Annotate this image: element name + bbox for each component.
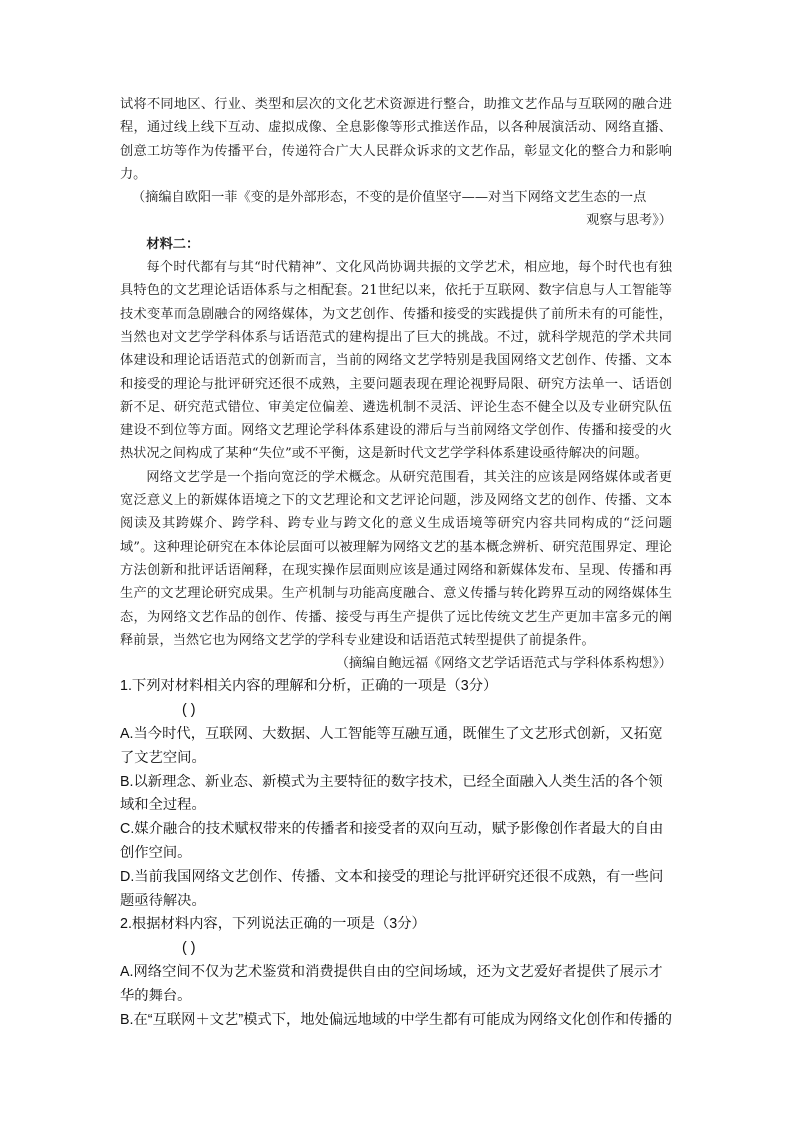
question1-stem: 1.下列对材料相关内容的理解和分析，正确的一项是（3分） xyxy=(120,678,498,695)
material1-source-line2: 观察与思考》） xyxy=(586,213,672,229)
material2-title: 材料二： xyxy=(146,236,200,252)
question1-option-a: A.当今时代，互联网、大数据、人工智能等互融互通，既催生了文艺形式创新，又拓宽了文艺空间。 xyxy=(120,726,663,766)
question1-answer-paren: ( ) xyxy=(182,702,196,719)
material2-source: （摘编自鲍远福《网络文艺学话语范式与学科体系构想》） xyxy=(335,656,672,672)
material1-paragraph-end: 试将不同地区、行业、类型和层次的文化艺术资源进行整合，助推文艺作品与互联网的融合进程，通过线上线下互动、虚拟成像、全息影像等形式推送作品，以各种展演活动、网络直播、创意工坊等作为传播平台，传递符合广大人民群众诉求的文艺作品，彰显文化的整合力和影响力。 xyxy=(120,97,672,182)
question2-stem: 2.根据材料内容，下列说法正确的一项是（3分） xyxy=(120,916,426,933)
question2-option-a: A.网络空间不仅为艺术鉴赏和消费提供自由的空间场域，还为文艺爱好者提供了展示才华的舞台。 xyxy=(120,963,663,1004)
material2-paragraph-1: 每个时代都有与其“时代精神”、文化风尚协调共振的文学艺术，相应地，每个时代也有独具特色的文艺理论话语体系与之相配套。21世纪以来，依托于互联网、数字信息与人工智能等技术变革而急剧融合的网络媒体，为文艺创作、传播和接受的实践提供了前所未有的可能性，当然也对文艺学学科体系与话语范式的建构提出了巨大的挑战。不过，就科学规范的学术共同体建设和理论话语范式的创新而言，当前的网络文艺学特别是我国网络文艺创作、传播、文本和接受的理论与批评研究还很不成熟，主要问题表现在理论视野局限、研究方法单一、话语创新不足、研究范式错位、审美定位偏差、遴选机制不灵活、评论生态不健全以及专业研究队伍建设不到位等方面。网络文艺理论学科体系建设的滞后与当前网络文学创作、传播和接受的火热状况之间构成了某种“失位”或不平衡，这是新时代文艺学学科体系建设亟待解决的问题。 xyxy=(120,260,672,462)
question1-option-d: D.当前我国网络文艺创作、传播、文本和接受的理论与批评研究还很不成熟，有一些问题亟待解决。 xyxy=(120,868,664,909)
question2-answer-paren: ( ) xyxy=(182,940,196,957)
page-content xyxy=(120,93,672,1032)
question2-option-b: B.在“互联网＋文艺”模式下，地处偏远地域的中学生都有可能成为网络文化创作和传播的 xyxy=(120,1011,673,1028)
question1-option-c: C.媒介融合的技术赋权带来的传播者和接受者的双向互动，赋予影像创作者最大的自由创作空间。 xyxy=(120,821,664,861)
material1-source-line1: （摘编自欧阳一菲《变的是外部形态，不变的是价值坚守——对当下网络文艺生态的一点 xyxy=(132,190,647,206)
material2-paragraph-2: 网络文艺学是一个指向宽泛的学术概念。从研究范围看，其关注的应该是网络媒体或者更宽泛意义上的新媒体语境之下的文艺理论和文艺评论问题，涉及网络文艺的创作、传播、文本阅读及其跨媒介、跨学科、跨专业与跨文化的意义生成语境等研究内容共同构成的“泛问题域”。这种理论研究在本体论层面可以被理解为网络文艺的基本概念辨析、研究范围界定、理论方法创新和批评话语阐释，在现实操作层面则应该是通过网络和新媒体发布、呈现、传播和再生产的文艺理论研究成果。生产机制与功能高度融合、意义传播与转化跨界互动的网络媒体生态，为网络文艺作品的创作、传播、接受与再生产提供了远比传统文艺生产更加丰富多元的阐释前景，当然它也为网络文艺学的学科专业建设和话语范式转型提供了前提条件。 xyxy=(120,469,672,648)
question1-option-b: B.以新理念、新业态、新模式为主要特征的数字技术，已经全面融入人类生活的各个领域和全过程。 xyxy=(120,773,663,814)
